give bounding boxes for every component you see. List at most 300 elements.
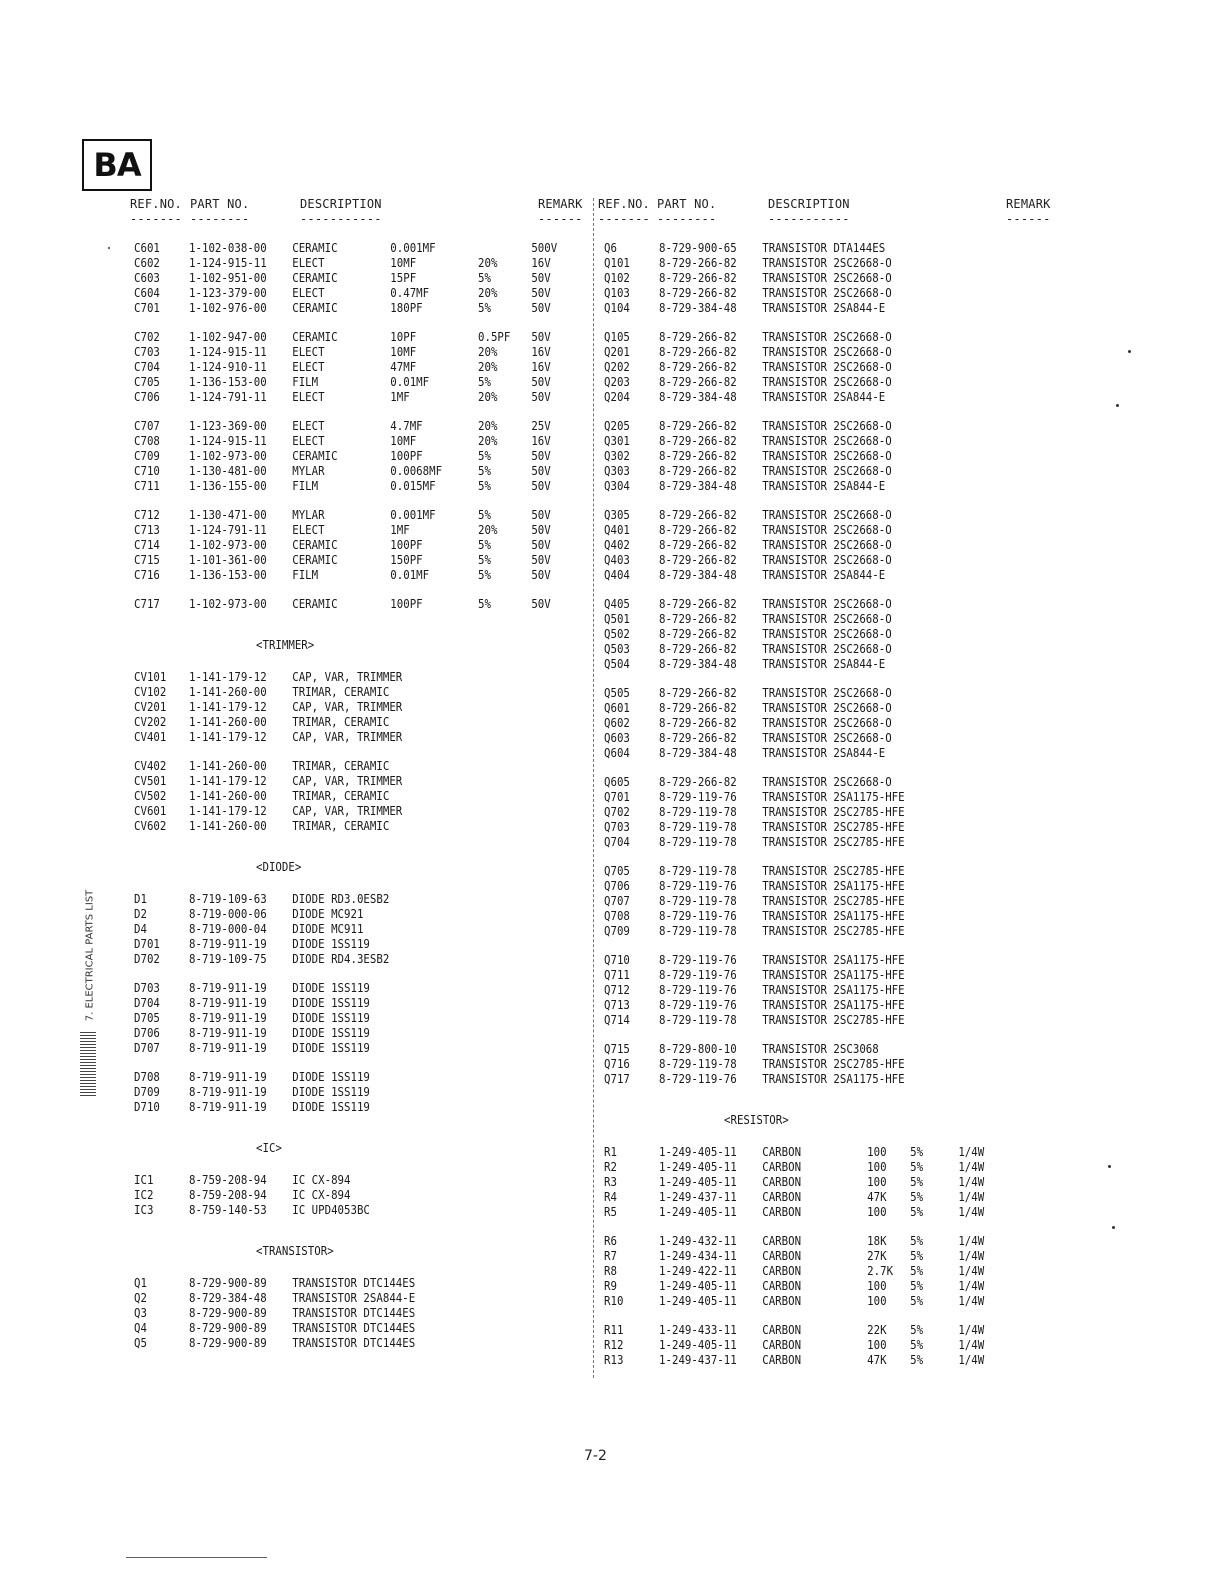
cell-tolerance: 5% [478,463,491,478]
cell-description: ELECT [292,344,325,359]
cell-ref-no: R3 [604,1174,617,1189]
cell-part-no: 8-729-900-65 [659,240,737,255]
cell-part-no: 8-759-208-94 [189,1172,267,1187]
cell-ref-no: Q602 [604,715,630,730]
cell-description: TRANSISTOR 2SC2785-HFE [762,893,905,908]
cell-tolerance: 5% [478,552,491,567]
table-row [604,997,965,1012]
cell-ref-no: Q504 [604,656,630,671]
row-group [604,329,1024,404]
cell-part-no: 1-141-179-12 [189,669,267,684]
cell-part-no: 8-719-911-19 [189,936,267,951]
cell-value: 10MF [390,255,417,270]
cell-tolerance: 5% [478,374,491,389]
cell-description: TRANSISTOR 2SA1175-HFE [762,878,905,893]
cell-rating: 50V [531,478,551,493]
cell-tolerance: 5% [910,1337,924,1352]
cell-rating: 16V [531,359,551,374]
cell-part-no: 1-249-422-11 [659,1263,737,1278]
cell-part-no: 8-729-384-48 [189,1290,267,1305]
cell-description: CAP, VAR, TRIMMER [292,803,403,818]
cell-ref-no: Q713 [604,997,630,1012]
section-title [604,1100,1024,1144]
row-group [134,240,574,315]
cell-ref-no: Q105 [604,329,630,344]
cell-description: TRANSISTOR 2SC2668-O [762,611,892,626]
cell-ref-no: Q305 [604,507,630,522]
cell-tolerance: 5% [910,1352,924,1367]
table-row [134,1040,512,1055]
cell-description: TRANSISTOR 2SA1175-HFE [762,1071,905,1086]
cell-ref-no: C705 [134,374,160,389]
cell-rating: 25V [531,418,551,433]
table-row [604,522,965,537]
table-row [134,522,551,537]
cell-part-no: 1-136-153-00 [189,567,267,582]
cell-description: TRANSISTOR 2SA1175-HFE [762,982,905,997]
cell-rating: 1/4W [958,1337,985,1352]
cell-description: CERAMIC [292,329,338,344]
table-row [604,1159,985,1174]
cell-ref-no: D703 [134,980,160,995]
table-row [134,596,551,611]
table-row [604,359,965,374]
row-group [134,669,574,744]
cell-ref-no: C717 [134,596,160,611]
cell-description: TRANSISTOR 2SA1175-HFE [762,952,905,967]
cell-description: CERAMIC [292,448,338,463]
table-row [134,1202,512,1217]
cell-description: TRANSISTOR 2SC2668-O [762,433,892,448]
cell-rating: 1/4W [958,1233,985,1248]
cell-ref-no: C712 [134,507,160,522]
table-row [134,1305,512,1320]
cell-description: TRANSISTOR 2SC2668-O [762,255,892,270]
cell-ref-no: Q605 [604,774,630,789]
cell-part-no: 8-729-119-78 [659,804,737,819]
cell-part-no: 1-102-951-00 [189,270,267,285]
cell-description: DIODE RD4.3ESB2 [292,951,390,966]
cell-description: MYLAR [292,507,325,522]
cell-tolerance: 5% [910,1144,924,1159]
row-group [134,1069,574,1114]
cell-description: TRANSISTOR 2SC2668-O [762,418,892,433]
cell-part-no: 8-729-119-76 [659,982,737,997]
cell-part-no: 1-130-471-00 [189,507,267,522]
cell-ref-no: CV501 [134,773,167,788]
cell-ref-no: C703 [134,344,160,359]
cell-description: CERAMIC [292,537,338,552]
cell-rating: 1/4W [958,1293,985,1308]
table-row [134,1275,512,1290]
cell-description: CARBON [762,1293,802,1308]
cell-part-no: 1-249-405-11 [659,1174,737,1189]
right-parts-column [604,240,1024,1381]
cell-tolerance: 5% [910,1174,924,1189]
cell-value: 0.001MF [390,240,436,255]
cell-value: 0.01MF [390,567,430,582]
table-row [604,715,965,730]
table-row [134,478,551,493]
cell-part-no: 8-729-266-82 [659,685,737,700]
cell-description: TRANSISTOR DTC144ES [292,1275,416,1290]
cell-description: TRANSISTOR 2SA844-E [762,478,886,493]
cell-value: 100 [867,1159,887,1174]
cell-ref-no: D701 [134,936,160,951]
table-row [134,936,512,951]
cell-ref-no: C602 [134,255,160,270]
cell-description: TRANSISTOR 2SC2668-O [762,641,892,656]
cell-tolerance: 5% [910,1204,924,1219]
table-row [604,774,965,789]
cell-ref-no: Q403 [604,552,630,567]
cell-part-no: 8-719-000-04 [189,921,267,936]
row-group [134,507,574,582]
cell-description: FILM [292,567,319,582]
cell-part-no: 8-729-119-76 [659,908,737,923]
table-row [604,1322,985,1337]
cell-part-no: 8-729-119-76 [659,1071,737,1086]
cell-ref-no: Q709 [604,923,630,938]
cell-ref-no: Q710 [604,952,630,967]
cell-part-no: 8-729-384-48 [659,389,737,404]
cell-description: TRANSISTOR 2SA1175-HFE [762,908,905,923]
cell-part-no: 1-123-379-00 [189,285,267,300]
cell-part-no: 8-729-266-82 [659,611,737,626]
table-row [604,1337,985,1352]
table-row [604,878,965,893]
cell-description: CERAMIC [292,300,338,315]
table-row [604,745,965,760]
cell-tolerance: 5% [478,567,491,582]
header-part-right: PART NO. -------- [657,197,717,226]
cell-part-no: 8-729-119-78 [659,819,737,834]
table-row [134,374,551,389]
cell-description: TRANSISTOR 2SC2668-O [762,552,892,567]
cell-description: TRANSISTOR 2SC2785-HFE [762,1012,905,1027]
cell-description: FILM [292,478,319,493]
table-row [604,1293,985,1308]
scan-speck [108,247,110,249]
section-title-text: <TRIMMER> [256,637,315,652]
cell-ref-no: D704 [134,995,160,1010]
cell-ref-no: R9 [604,1278,617,1293]
cell-description: IC CX-894 [292,1187,351,1202]
cell-tolerance: 5% [478,596,491,611]
table-row [604,389,965,404]
table-row [604,1233,985,1248]
cell-ref-no: C603 [134,270,160,285]
cell-part-no: 1-249-437-11 [659,1189,737,1204]
cell-part-no: 8-729-119-78 [659,923,737,938]
cell-part-no: 8-729-119-78 [659,893,737,908]
cell-value: 22K [867,1322,887,1337]
cell-description: CARBON [762,1144,802,1159]
cell-ref-no: CV602 [134,818,167,833]
cell-ref-no: R7 [604,1248,617,1263]
cell-part-no: 8-719-109-75 [189,951,267,966]
cell-part-no: 8-729-119-76 [659,997,737,1012]
cell-part-no: 8-729-266-82 [659,359,737,374]
cell-description: TRANSISTOR DTC144ES [292,1305,416,1320]
table-row [604,1174,985,1189]
cell-part-no: 8-729-900-89 [189,1275,267,1290]
cell-description: TRANSISTOR 2SC2668-O [762,626,892,641]
table-row [134,951,512,966]
table-row [604,923,965,938]
section-title-text: <TRANSISTOR> [256,1243,334,1258]
cell-description: CARBON [762,1189,802,1204]
cell-part-no: 1-136-153-00 [189,374,267,389]
cell-part-no: 1-102-973-00 [189,537,267,552]
cell-tolerance: 5% [910,1159,924,1174]
cell-part-no: 8-719-911-19 [189,1040,267,1055]
cell-ref-no: Q701 [604,789,630,804]
cell-description: CAP, VAR, TRIMMER [292,699,403,714]
cell-part-no: 8-729-266-82 [659,433,737,448]
cell-value: 150PF [390,552,423,567]
header-ref-left: REF.NO. ------- [130,197,182,226]
cell-part-no: 8-729-384-48 [659,567,737,582]
cell-ref-no: Q304 [604,478,630,493]
cell-ref-no: C714 [134,537,160,552]
table-row [604,700,965,715]
header-remark-right: REMARK ------ [1006,197,1051,226]
row-group [604,418,1024,493]
table-row [134,758,512,773]
scan-speck [1116,404,1119,407]
cell-ref-no: C706 [134,389,160,404]
cell-description: TRANSISTOR 2SC2785-HFE [762,819,905,834]
cell-description: TRANSISTOR 2SC2668-O [762,596,892,611]
cell-value: 27K [867,1248,887,1263]
cell-rating: 50V [531,329,551,344]
cell-ref-no: R6 [604,1233,617,1248]
cell-ref-no: Q707 [604,893,630,908]
cell-description: IC CX-894 [292,1172,351,1187]
cell-ref-no: Q1 [134,1275,147,1290]
table-row [604,730,965,745]
cell-ref-no: R2 [604,1159,617,1174]
cell-ref-no: C707 [134,418,160,433]
cell-ref-no: Q103 [604,285,630,300]
cell-description: MYLAR [292,463,325,478]
row-group [604,863,1024,938]
table-row [604,270,965,285]
cell-part-no: 1-249-405-11 [659,1144,737,1159]
cell-ref-no: Q717 [604,1071,630,1086]
cell-description: TRANSISTOR 2SC3068 [762,1041,879,1056]
cell-part-no: 8-729-266-82 [659,448,737,463]
cell-description: TRIMAR, CERAMIC [292,758,390,773]
cell-description: DIODE 1SS119 [292,1084,370,1099]
cell-description: TRANSISTOR 2SC2668-O [762,344,892,359]
table-row [134,418,551,433]
table-row [604,1012,965,1027]
cell-value: 100 [867,1337,887,1352]
row-group [604,952,1024,1027]
cell-part-no: 1-141-260-00 [189,758,267,773]
cell-description: TRANSISTOR 2SC2785-HFE [762,1056,905,1071]
cell-description: TRANSISTOR 2SC2668-O [762,685,892,700]
cell-description: TRANSISTOR 2SA844-E [292,1290,416,1305]
cell-value: 100PF [390,596,423,611]
cell-ref-no: CV601 [134,803,167,818]
cell-part-no: 1-124-791-11 [189,522,267,537]
table-row [134,507,551,522]
scan-speck [1108,1165,1111,1168]
cell-description: DIODE 1SS119 [292,1069,370,1084]
cell-description: IC UPD4053BC [292,1202,370,1217]
cell-part-no: 8-729-119-78 [659,834,737,849]
cell-ref-no: Q502 [604,626,630,641]
cell-ref-no: D710 [134,1099,160,1114]
cell-part-no: 1-124-915-11 [189,433,267,448]
cell-description: CAP, VAR, TRIMMER [292,669,403,684]
cell-ref-no: Q705 [604,863,630,878]
cell-tolerance: 5% [478,537,491,552]
cell-ref-no: Q706 [604,878,630,893]
cell-description: TRANSISTOR DTA144ES [762,240,886,255]
table-row [604,893,965,908]
cell-description: TRANSISTOR 2SA844-E [762,389,886,404]
table-row [134,995,512,1010]
barcode-mark [80,1032,96,1096]
cell-description: CERAMIC [292,596,338,611]
cell-description: ELECT [292,522,325,537]
cell-description: TRANSISTOR 2SC2668-O [762,448,892,463]
cell-ref-no: C601 [134,240,160,255]
cell-part-no: 8-729-119-76 [659,952,737,967]
table-row [604,1352,985,1367]
cell-description: TRANSISTOR 2SC2668-O [762,463,892,478]
table-row [604,1204,985,1219]
cell-description: CARBON [762,1352,802,1367]
cell-rating: 1/4W [958,1248,985,1263]
cell-ref-no: R1 [604,1144,617,1159]
cell-part-no: 8-729-266-82 [659,715,737,730]
cell-description: ELECT [292,433,325,448]
cell-description: CAP, VAR, TRIMMER [292,729,403,744]
cell-part-no: 8-759-140-53 [189,1202,267,1217]
cell-part-no: 8-729-266-82 [659,522,737,537]
cell-description: CARBON [762,1174,802,1189]
column-divider [593,198,594,1378]
cell-part-no: 1-124-910-11 [189,359,267,374]
cell-part-no: 1-249-433-11 [659,1322,737,1337]
cell-description: TRANSISTOR 2SC2668-O [762,715,892,730]
cell-ref-no: Q715 [604,1041,630,1056]
cell-ref-no: D2 [134,906,147,921]
cell-value: 10PF [390,329,417,344]
cell-rating: 16V [531,344,551,359]
cell-description: TRANSISTOR 2SA844-E [762,745,886,760]
cell-part-no: 8-719-911-19 [189,980,267,995]
cell-rating: 1/4W [958,1263,985,1278]
cell-rating: 16V [531,255,551,270]
scan-speck [1128,350,1131,353]
cell-ref-no: Q202 [604,359,630,374]
cell-ref-no: Q6 [604,240,617,255]
cell-part-no: 8-729-266-82 [659,463,737,478]
table-row [134,255,551,270]
table-row [134,803,512,818]
cell-description: DIODE 1SS119 [292,1099,370,1114]
table-row [134,699,512,714]
table-row [604,1248,985,1263]
left-parts-column [134,240,574,1364]
table-row [604,374,965,389]
cell-part-no: 8-719-109-63 [189,891,267,906]
table-row [604,789,965,804]
cell-description: CARBON [762,1263,802,1278]
cell-ref-no: C713 [134,522,160,537]
cell-description: DIODE 1SS119 [292,936,370,951]
cell-tolerance: 20% [478,344,498,359]
row-group [604,774,1024,849]
cell-ref-no: Q708 [604,908,630,923]
cell-value: 15PF [390,270,417,285]
cell-part-no: 8-729-266-82 [659,537,737,552]
cell-part-no: 8-729-266-82 [659,596,737,611]
table-row [604,685,965,700]
table-row [134,1290,512,1305]
table-row [604,552,965,567]
cell-ref-no: R13 [604,1352,624,1367]
section-title-text: <IC> [256,1140,282,1155]
table-row [604,952,965,967]
cell-ref-no: Q204 [604,389,630,404]
table-row [134,389,551,404]
cell-part-no: 8-729-266-82 [659,552,737,567]
table-row [134,552,551,567]
cell-description: TRANSISTOR 2SC2785-HFE [762,834,905,849]
cell-tolerance: 5% [910,1278,924,1293]
cell-description: DIODE MC911 [292,921,364,936]
cell-ref-no: D702 [134,951,160,966]
table-row [134,1172,512,1187]
cell-ref-no: Q2 [134,1290,147,1305]
table-row [134,463,551,478]
cell-rating: 50V [531,463,551,478]
table-row [604,344,965,359]
cell-part-no: 1-101-361-00 [189,552,267,567]
row-group [134,758,574,833]
cell-rating: 50V [531,389,551,404]
row-group [604,685,1024,760]
cell-value: 0.001MF [390,507,436,522]
cell-part-no: 1-249-432-11 [659,1233,737,1248]
cell-tolerance: 5% [910,1189,924,1204]
cell-ref-no: Q405 [604,596,630,611]
cell-value: 10MF [390,344,417,359]
table-row [604,1263,985,1278]
cell-value: 0.01MF [390,374,430,389]
table-row [604,596,965,611]
cell-ref-no: Q301 [604,433,630,448]
cell-ref-no: D705 [134,1010,160,1025]
cell-description: ELECT [292,285,325,300]
cell-tolerance: 5% [910,1248,924,1263]
row-group [134,418,574,493]
cell-ref-no: Q302 [604,448,630,463]
cell-value: 100PF [390,448,423,463]
cell-part-no: 8-729-266-82 [659,700,737,715]
row-group [604,1041,1024,1086]
cell-ref-no: C715 [134,552,160,567]
table-row [604,537,965,552]
cell-description: TRANSISTOR 2SC2785-HFE [762,863,905,878]
